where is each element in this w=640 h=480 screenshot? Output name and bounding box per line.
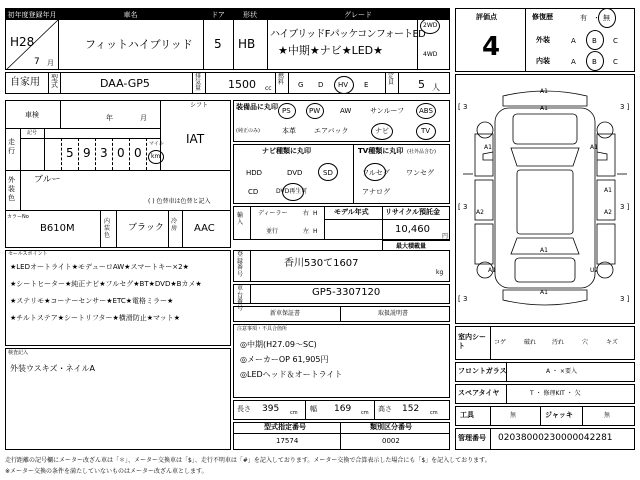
bracket-mr: 3 ] <box>620 203 630 211</box>
divider <box>5 210 231 211</box>
import-dealer: ディーラー <box>258 210 288 217</box>
navi-dvd: DVD <box>287 169 303 177</box>
interior-sheet-label: 室内シート <box>458 333 486 350</box>
import-parallel: 並行 <box>266 228 279 235</box>
ext-c: C <box>613 37 618 45</box>
mark-u2-rear-r: U2 <box>590 267 599 274</box>
height-label: 高さ <box>378 405 392 413</box>
divider <box>44 128 45 170</box>
doors-label: ドア <box>203 9 233 20</box>
shape-value: HB <box>238 37 256 51</box>
mark-a2-right: A2 <box>604 209 612 216</box>
front-glass-label: フロントガラス <box>458 367 507 375</box>
inspection-label: 車検 <box>25 111 39 119</box>
registration-label: 登録番号 <box>237 251 244 278</box>
divider <box>340 422 341 450</box>
divider <box>60 100 61 128</box>
front-glass-value: A ・ ×要入 <box>546 368 577 375</box>
color-code: B610M <box>40 223 75 234</box>
interior-color-label: 内装色 <box>104 218 111 239</box>
divider <box>382 206 383 250</box>
recycle-amount: 10,460 <box>395 224 430 235</box>
score-value: 4 <box>482 32 501 62</box>
bracket-tl: [ 3 <box>458 103 468 111</box>
import-right-h: H <box>313 210 318 217</box>
divider <box>100 210 101 248</box>
tv-fullseg: フルセグ <box>362 169 390 177</box>
equip-navi: ナビ <box>375 127 389 135</box>
divider <box>78 138 79 170</box>
digit-3: 3 <box>100 146 108 160</box>
mark-a1-front: A1 <box>540 88 548 95</box>
divider <box>275 72 276 94</box>
tools-label: 工具 <box>460 411 474 419</box>
warranty-box <box>233 306 450 322</box>
navi-sd: SD <box>323 169 333 177</box>
mark-a1-rear-l: A1 <box>488 267 496 274</box>
ac-label: 冷房 <box>171 218 178 232</box>
displacement: 1500 <box>228 78 256 91</box>
sheet-tear: 破れ <box>524 339 537 346</box>
divider <box>5 170 231 171</box>
divider <box>324 206 325 240</box>
bracket-bl: [ 3 <box>458 295 468 303</box>
recycle-label: リサイクル預託金 <box>385 208 441 216</box>
notes-line-3: ◎LEDヘッド＆オートライト <box>240 370 343 379</box>
ext-a: A <box>571 37 576 45</box>
yen-unit: 円 <box>442 233 449 240</box>
class-no-label: 類別区分番号 <box>370 423 412 431</box>
inspector-text: 外装ウスキズ・ネイルA <box>10 364 95 373</box>
divider <box>116 210 117 248</box>
length-value: 395 <box>262 404 280 414</box>
equip-ps: PS <box>282 107 291 115</box>
divider <box>20 128 21 170</box>
navi-hdd: HDD <box>246 169 263 177</box>
sales-label: セールスポイント <box>8 251 48 257</box>
navi-label: ナビ種類に丸印 <box>262 147 311 155</box>
mark-a1-trunk: A1 <box>540 247 548 254</box>
divider <box>250 284 251 304</box>
first-reg-label: 初年度登録年月 <box>7 11 57 19</box>
height-cm: cm <box>430 410 438 416</box>
digit-4: 0 <box>117 146 125 160</box>
type-no-label: 型式指定番号 <box>264 423 306 431</box>
interior-grade-label: 内装 <box>536 57 550 65</box>
registration-value: 香川530て1607 <box>284 258 359 269</box>
jack-label: ジャッキ <box>545 411 573 419</box>
mark-a1-right: A1 <box>590 144 598 151</box>
car-name: フィットハイブリッド <box>85 38 193 51</box>
divider <box>540 406 541 426</box>
repair-label: 修復歴 <box>532 13 553 21</box>
equipment-label: 装備品に丸印 <box>236 103 278 111</box>
cc-unit: cc <box>265 85 272 92</box>
fuel-label: 燃料 <box>278 73 285 86</box>
reg-era: H28 <box>10 35 35 49</box>
displacement-label: 排気量 <box>195 73 202 92</box>
int-b: B <box>592 58 597 66</box>
tools-value: 無 <box>510 412 517 419</box>
import-right: 右 <box>303 210 310 217</box>
model-year-label: モデル年式 <box>334 208 369 216</box>
width-label: 幅 <box>310 405 317 413</box>
bracket-ml: [ 3 <box>458 203 468 211</box>
inspector-label: 検査記入 <box>8 350 29 356</box>
new-car-warranty: 新車保証書 <box>270 310 301 317</box>
equipment-sub: (純正のみ) <box>236 128 260 134</box>
mark-a1-rear: A1 <box>540 289 548 296</box>
height-value: 152 <box>402 404 420 414</box>
mark-a1-rdoor: A1 <box>604 187 612 194</box>
ac-value: AAC <box>194 223 215 234</box>
max-load-label: 最大積載量 <box>396 243 427 250</box>
model-label: 型式 <box>51 74 58 89</box>
mark-a2-left: A2 <box>476 209 484 216</box>
model-code: DAA-GP5 <box>100 77 150 90</box>
divider <box>340 306 341 322</box>
person-unit: 人 <box>432 83 440 92</box>
manual: 取扱説明書 <box>378 310 409 317</box>
jack-value: 無 <box>604 412 611 419</box>
exterior-note: ( ) 色替車は色替と記入 <box>148 198 211 205</box>
digit-5: 0 <box>134 146 142 160</box>
notes-label: 注意事項・不具合箇所 <box>237 326 288 332</box>
divider <box>525 8 526 72</box>
equip-sunroof: サンルーフ <box>370 107 405 115</box>
divider <box>182 210 183 248</box>
score-label: 評価点 <box>476 13 497 21</box>
divider <box>288 72 289 94</box>
divider <box>490 406 491 426</box>
int-a: A <box>571 58 576 66</box>
tv-analog: アナログ <box>362 188 390 196</box>
divider <box>233 20 234 70</box>
month-unit: 月 <box>47 59 54 67</box>
repair-yes: 有 <box>580 14 587 22</box>
mgmt-value: 02038000230000042281 <box>498 433 613 443</box>
interior-color: ブラック <box>128 223 164 233</box>
width-cm: cm <box>361 410 369 416</box>
capacity: 5 <box>418 78 425 91</box>
equip-abs: ABS <box>419 107 433 115</box>
divider <box>267 20 268 70</box>
tv-label: TV種類に丸印 <box>358 147 404 155</box>
color-label: カラーNo <box>7 214 29 220</box>
divider <box>112 138 113 170</box>
divider <box>95 138 96 170</box>
month-unit2: 月 <box>140 114 147 122</box>
equip-tv: TV <box>421 127 431 135</box>
reg-month: 7 <box>34 57 40 67</box>
divider <box>382 240 450 241</box>
doors-value: 5 <box>214 37 222 51</box>
unit-km: km <box>151 153 161 160</box>
divider <box>192 72 193 94</box>
footer-line-1: 走行距離の記号欄にメーター改ざん車は「＊」、メーター交換車は「$」、走行不明車は「#」を記入しております。メーター交換で合算表示した場合にも「$」を記入しております。 <box>5 457 491 464</box>
sheet-burn: コゲ <box>494 339 507 346</box>
exterior-grade-label: 外装 <box>536 36 550 44</box>
type-no: 17574 <box>276 437 299 445</box>
footer-line-2: ※メーター交換の条件を満たしていないものはメーター改ざん車とします。 <box>5 468 208 475</box>
import-label: 輸入 <box>237 212 244 226</box>
tv-sub: (社外品含む) <box>407 149 436 155</box>
fuel-hv: HV <box>338 81 349 89</box>
sheet-scratch: キズ <box>606 339 618 346</box>
mgmt-label: 管理番号 <box>458 434 486 442</box>
divider <box>324 219 450 220</box>
grade-line1: ハイブリッドFパッケコンフォートED <box>270 29 426 40</box>
divider <box>146 138 147 170</box>
sales-line-3: ★ステリモ★コーナーセンサー★ETC★電格ミラー★ <box>10 297 174 305</box>
mark-a1-left: A1 <box>484 144 492 151</box>
import-left-h: H <box>313 228 318 235</box>
shift-value: IAT <box>186 132 205 146</box>
repair-dot: ・ <box>593 14 600 22</box>
notes-line-2: ◎メーカーOP 61,905円 <box>240 355 329 364</box>
fuel-g: G <box>298 81 304 89</box>
sales-line-2: ★シートヒーター★純正ナビ★フルセグ★BT★DVD★Bカメ★ <box>10 280 202 288</box>
divider <box>61 138 62 170</box>
divider <box>398 72 399 94</box>
divider <box>203 20 204 70</box>
divider <box>250 250 251 282</box>
divider <box>374 400 375 420</box>
divider <box>490 326 491 360</box>
divider <box>60 72 61 94</box>
unit-mile: マイル <box>149 141 164 147</box>
divider <box>5 128 160 129</box>
drive-2wd: 2WD <box>423 22 438 29</box>
chassis-label: 車台番号 <box>237 285 244 312</box>
ext-b: B <box>592 37 597 45</box>
length-label: 長さ <box>237 405 251 413</box>
car-name-label: 車名 <box>58 9 203 20</box>
import-left: 左 <box>303 228 310 235</box>
sales-line-1: ★LEDオートライト★モデューロAW★スマートキー×2★ <box>10 263 189 271</box>
usage: 自家用 <box>10 77 40 88</box>
divider <box>168 210 169 248</box>
repair-no: 無 <box>603 14 610 22</box>
divider <box>385 72 386 94</box>
grade-label: グレード <box>267 9 449 20</box>
equip-leather: 本革 <box>282 127 296 135</box>
divider <box>58 20 59 70</box>
drive-4wd: 4WD <box>423 51 438 58</box>
mark-a1-hood: A1 <box>540 105 548 112</box>
width-value: 169 <box>334 404 352 414</box>
fuel-e: E <box>364 81 369 89</box>
divider <box>305 400 306 420</box>
divider <box>417 20 418 70</box>
divider <box>353 144 354 204</box>
equip-pw: PW <box>309 107 321 115</box>
spare-tire-label: スペアタイヤ <box>458 389 500 397</box>
length-cm: cm <box>290 410 298 416</box>
navi-cd: CD <box>248 188 259 196</box>
sales-line-4: ★チルトステア★シートリフター★横滑防止★マット★ <box>10 314 181 322</box>
shape-label: 形状 <box>233 9 267 20</box>
tv-oneseg: ワンセグ <box>406 169 434 177</box>
navi-dvd-play: DVD再生可 <box>276 188 308 195</box>
class-no: 0002 <box>382 437 400 445</box>
record-label: 記号 <box>27 130 38 136</box>
kg-unit: kg <box>436 269 444 276</box>
divider <box>490 428 491 450</box>
chassis-value: GP5-3307120 <box>312 287 381 298</box>
divider <box>129 138 130 170</box>
exterior-label: 外装色 <box>8 176 15 202</box>
divider <box>205 72 206 94</box>
capacity-label: 定員 <box>388 73 395 86</box>
divider <box>233 433 450 434</box>
mileage-label: 走行 <box>8 138 15 155</box>
equip-airbag: エアバック <box>314 127 349 135</box>
divider <box>48 72 49 94</box>
shift-label: シフト <box>190 102 209 109</box>
sheet-stain: 汚れ <box>552 339 565 346</box>
year-unit: 年 <box>106 114 113 122</box>
int-c: C <box>613 58 618 66</box>
bracket-br: 3 ] <box>620 295 630 303</box>
exterior-value: ブルー <box>34 175 61 185</box>
divider <box>582 406 583 426</box>
digit-2: 9 <box>83 146 91 160</box>
bracket-tr: 3 ] <box>620 103 630 111</box>
spare-tire-value: T ・ 修理KIT ・ 欠 <box>530 390 581 397</box>
divider <box>250 206 251 240</box>
equip-aw: AW <box>340 107 352 115</box>
divider <box>506 384 507 404</box>
divider <box>20 170 21 210</box>
sheet-hole: 穴 <box>582 339 589 346</box>
divider <box>20 138 160 139</box>
notes-line-1: ◎中期(H27.09～SC) <box>240 340 317 349</box>
digit-1: 5 <box>66 146 74 160</box>
fuel-d: D <box>318 81 324 89</box>
grade-line2: ★中期★ナビ★LED★ <box>278 44 383 57</box>
